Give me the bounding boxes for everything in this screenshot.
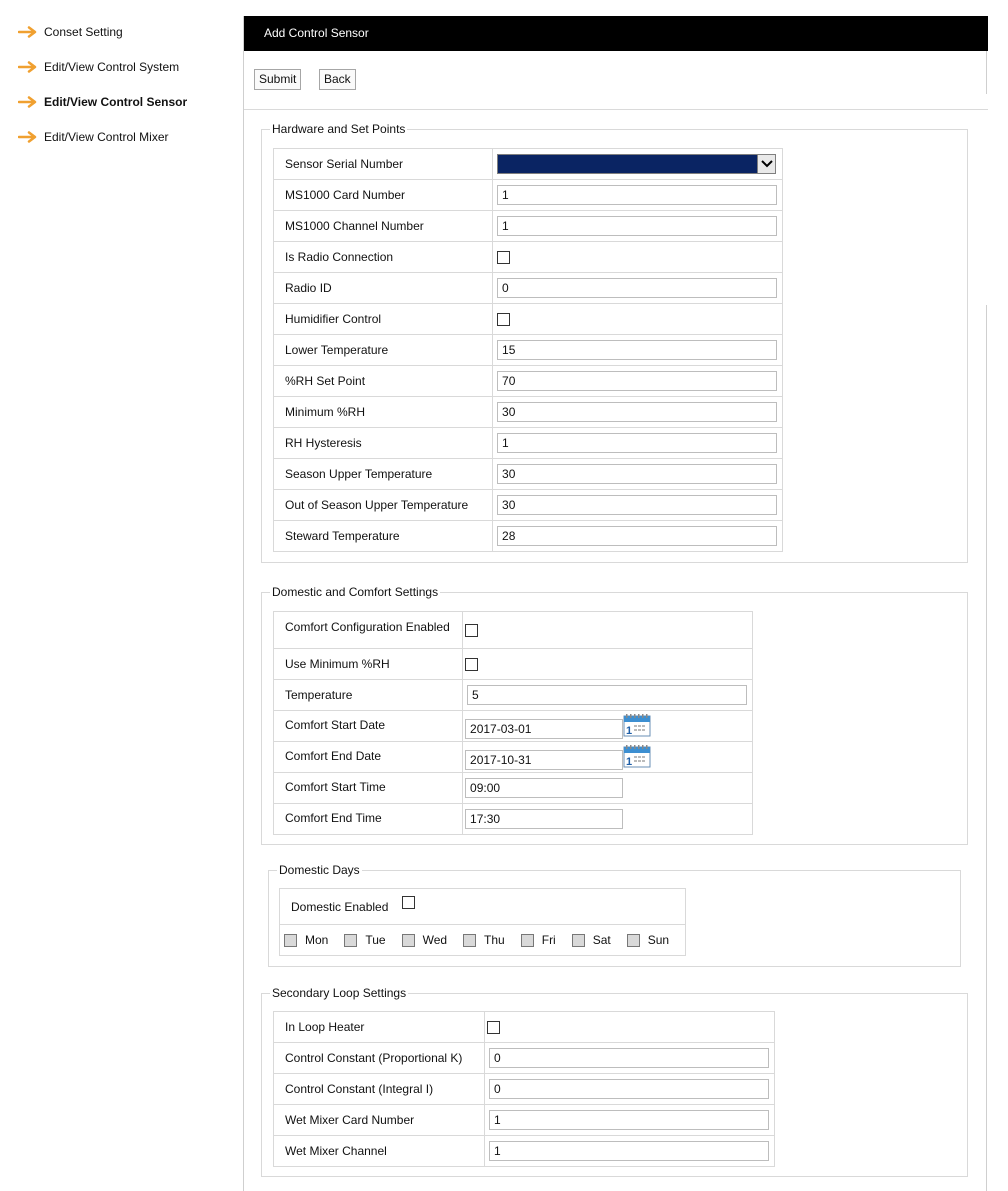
arrow-right-icon (18, 96, 40, 108)
sidebar-item-label: Edit/View Control Mixer (44, 130, 169, 144)
svg-text:1: 1 (626, 725, 633, 737)
table-row (274, 773, 753, 804)
in-loop-heater-checkbox[interactable] (487, 1021, 500, 1034)
sidebar-item-control-sensor[interactable] (18, 92, 187, 112)
chevron-down-icon (757, 155, 775, 173)
table-row (274, 304, 783, 335)
days-row (284, 933, 685, 947)
back-button[interactable]: Back (319, 69, 356, 90)
field-label: Season Upper Temperature (274, 459, 493, 490)
day-mon[interactable]: Mon (284, 933, 328, 947)
field-label: Comfort Start Time (274, 773, 463, 804)
sidebar-item-control-system[interactable] (18, 57, 179, 77)
table-row (274, 612, 753, 649)
table-row (274, 804, 753, 835)
field-label: Out of Season Upper Temperature (274, 490, 493, 521)
day-thu[interactable]: Thu (463, 933, 505, 947)
table-row (274, 397, 783, 428)
day-checkbox[interactable] (402, 934, 415, 947)
lower-temperature-input[interactable] (497, 340, 777, 360)
section-legend: Secondary Loop Settings (272, 986, 407, 1000)
day-checkbox[interactable] (521, 934, 534, 947)
table-row (274, 366, 783, 397)
day-checkbox[interactable] (627, 934, 640, 947)
day-fri[interactable]: Fri (521, 933, 556, 947)
comfort-start-date-input[interactable] (465, 719, 623, 739)
field-label: Comfort End Date (274, 742, 463, 773)
table-row (280, 889, 686, 925)
minimum-rh-input[interactable] (497, 402, 777, 422)
calendar-icon[interactable] (623, 713, 651, 737)
day-tue[interactable]: Tue (344, 933, 385, 947)
field-label: Wet Mixer Card Number (274, 1105, 485, 1136)
section-legend: Domestic Days (279, 863, 360, 877)
day-wed[interactable]: Wed (402, 933, 447, 947)
table-row (274, 742, 753, 773)
field-label: Lower Temperature (274, 335, 493, 366)
day-checkbox[interactable] (572, 934, 585, 947)
comfort-temperature-input[interactable] (467, 685, 747, 705)
svg-text:1: 1 (626, 756, 633, 768)
field-label: Use Minimum %RH (274, 649, 463, 680)
card-number-input[interactable] (497, 185, 777, 205)
field-label: Steward Temperature (274, 521, 493, 552)
submit-button[interactable]: Submit (254, 69, 301, 90)
wet-mixer-card-input[interactable] (489, 1110, 769, 1130)
table-row (274, 428, 783, 459)
table-row (274, 335, 783, 366)
out-of-season-upper-temp-input[interactable] (497, 495, 777, 515)
sensor-serial-select[interactable] (497, 154, 776, 174)
table-row (274, 1074, 775, 1105)
field-label: RH Hysteresis (274, 428, 493, 459)
section-legend: Domestic and Comfort Settings (272, 585, 439, 599)
comfort-end-date-input[interactable] (465, 750, 623, 770)
day-sun[interactable]: Sun (627, 933, 669, 947)
table-row (274, 273, 783, 304)
field-label: Radio ID (274, 273, 493, 304)
domestic-enabled-checkbox[interactable] (402, 896, 415, 909)
hardware-table (273, 148, 783, 552)
field-label: Minimum %RH (274, 397, 493, 428)
arrow-right-icon (18, 61, 40, 73)
channel-number-input[interactable] (497, 216, 777, 236)
wet-mixer-channel-input[interactable] (489, 1141, 769, 1161)
table-row (274, 180, 783, 211)
sidebar-item-label: Edit/View Control System (44, 60, 180, 74)
field-label: MS1000 Channel Number (274, 211, 493, 242)
sidebar-item-label: Conset Setting (44, 25, 123, 39)
rh-hysteresis-input[interactable] (497, 433, 777, 453)
arrow-right-icon (18, 26, 40, 38)
sidebar-item-control-mixer[interactable] (18, 127, 169, 147)
table-row (274, 149, 783, 180)
day-checkbox[interactable] (344, 934, 357, 947)
field-label: Temperature (274, 680, 463, 711)
day-checkbox[interactable] (284, 934, 297, 947)
season-upper-temp-input[interactable] (497, 464, 777, 484)
table-row (274, 459, 783, 490)
domestic-days-table (279, 888, 686, 956)
calendar-icon[interactable] (623, 744, 651, 768)
main-panel (243, 16, 987, 1191)
rh-set-point-input[interactable] (497, 371, 777, 391)
table-row (274, 1136, 775, 1167)
comfort-start-time-input[interactable] (465, 778, 623, 798)
table-row (274, 1043, 775, 1074)
table-row (280, 925, 686, 956)
table-row (274, 490, 783, 521)
table-row (274, 1012, 775, 1043)
field-label: %RH Set Point (274, 366, 493, 397)
field-label: Comfort Start Date (274, 711, 463, 742)
sidebar-item-label: Edit/View Control Sensor (44, 95, 188, 109)
use-minimum-rh-checkbox[interactable] (465, 658, 478, 671)
table-row (274, 680, 753, 711)
table-row (274, 211, 783, 242)
field-label: Comfort Configuration Enabled (274, 612, 463, 649)
comfort-table (273, 611, 753, 835)
table-row (274, 521, 783, 552)
field-label: In Loop Heater (274, 1012, 485, 1043)
divider (244, 109, 988, 110)
sidebar-item-conset-setting[interactable] (18, 22, 123, 42)
field-label: Is Radio Connection (274, 242, 493, 273)
domestic-enabled-label: Domestic Enabled (291, 899, 389, 914)
day-sat[interactable]: Sat (572, 933, 611, 947)
integral-i-input[interactable] (489, 1079, 769, 1099)
field-label: Humidifier Control (274, 304, 493, 335)
section-legend: Hardware and Set Points (272, 122, 406, 136)
field-label: MS1000 Card Number (274, 180, 493, 211)
table-row (274, 1105, 775, 1136)
table-row (274, 711, 753, 742)
arrow-right-icon (18, 131, 40, 143)
field-label: Comfort End Time (274, 804, 463, 835)
steward-temperature-input[interactable] (497, 526, 777, 546)
table-row (274, 242, 783, 273)
field-label: Control Constant (Proportional K) (274, 1043, 485, 1074)
comfort-end-time-input[interactable] (465, 809, 623, 829)
radio-connection-checkbox[interactable] (497, 251, 510, 264)
proportional-k-input[interactable] (489, 1048, 769, 1068)
table-row (274, 649, 753, 680)
radio-id-input[interactable] (497, 278, 777, 298)
field-label: Wet Mixer Channel (274, 1136, 485, 1167)
humidifier-control-checkbox[interactable] (497, 313, 510, 326)
page-title: Add Control Sensor (244, 16, 988, 51)
secondary-table (273, 1011, 775, 1167)
field-label: Control Constant (Integral I) (274, 1074, 485, 1105)
day-checkbox[interactable] (463, 934, 476, 947)
comfort-enabled-checkbox[interactable] (465, 624, 478, 637)
field-label: Sensor Serial Number (274, 149, 493, 180)
